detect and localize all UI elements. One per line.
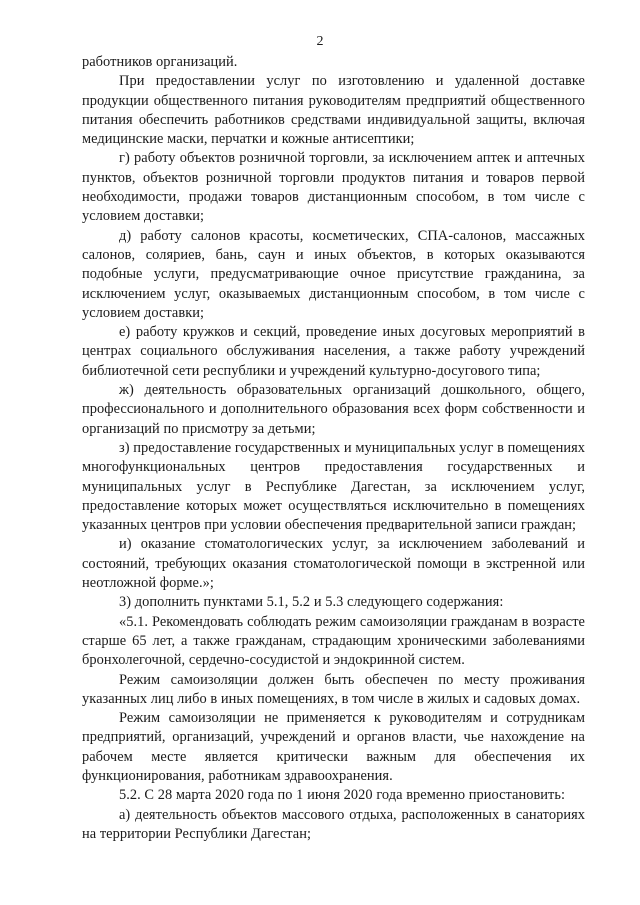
paragraph-self-isolation-exceptions: Режим самоизоляции не применяется к руководителям и сотрудникам предприятий, организаций, учреждений и органов власти, чье нахождение на рабочем месте является критически важным для обеспечения их функционирования, работникам здравоохранения. xyxy=(82,710,585,784)
paragraph-item-e: е) работу кружков и секций, проведение иных досуговых мероприятий в центрах социального обслуживания населения, а также работу учреждений библиотечной сети республики и учреждений культурно-досугового типа; xyxy=(82,324,585,379)
page-number: 2 xyxy=(316,34,324,49)
paragraph-item-a: а) деятельность объектов массового отдыха, расположенных в санаториях на территории Республики Дагестан; xyxy=(82,806,585,842)
paragraph-item-z: з) предоставление государственных и муниципальных услуг в помещениях многофункциональных центров предоставления государственных и муниципальных услуг в Республике Дагестан, за исключением услуг, предоставление которых может осуществляться исключительно в помещениях указанных центров при условии обеспечения предварительной записи граждан; xyxy=(82,439,585,534)
paragraph-clause-5-1: «5.1. Рекомендовать соблюдать режим самоизоляции гражданам в возрасте старше 65 лет, а также гражданам, страдающим хроническими заболеваниями бронхолегочной, сердечно-сосудистой и эндокринной систем. xyxy=(82,613,585,669)
document-body xyxy=(82,53,585,844)
paragraph-item-i: и) оказание стоматологических услуг, за исключением заболеваний и состояний, требующих оказания стоматологической помощи в экстренной или неотложной форме.»; xyxy=(82,536,585,592)
paragraph-item-3: 3) дополнить пунктами 5.1, 5.2 и 5.3 следующего содержания: xyxy=(119,594,504,611)
paragraph-self-isolation-place: Режим самоизоляции должен быть обеспечен по месту проживания указанных лиц либо в иных помещениях, в том числе в жилых и садовых домах. xyxy=(82,671,585,707)
paragraph-continuation: работников организаций. xyxy=(82,54,238,70)
paragraph-clause-5-2: 5.2. С 28 марта 2020 года по 1 июня 2020 года временно приостановить: xyxy=(119,787,566,804)
paragraph-item-g: г) работу объектов розничной торговли, за исключением аптек и аптечных пунктов, объектов розничной торговли продуктов питания и товаров первой необходимости, продажи товаров дистанционным способом, в том числе с условием доставки; xyxy=(82,150,585,225)
paragraph-ppe-requirement: При предоставлении услуг по изготовлению и удаленной доставке продукции общественного питания руководителям предприятий общественного питания обеспечить работников средствами индивидуальной защиты, включая медицинские маски, перчатки и кожные антисептики; xyxy=(82,73,585,148)
paragraph-item-zh: ж) деятельность образовательных организаций дошкольного, общего, профессионального и дополнительного образования всех форм собственности и организаций по присмотру за детьми; xyxy=(82,382,585,437)
paragraph-item-d: д) работу салонов красоты, косметических, СПА-салонов, массажных салонов, соляриев, бань, саун и иных объектов, в которых оказываются подобные услуги, предусматривающие очное присутствие гражданина, за исключением услуг, оказываемых дистанционным способом, в том числе с условием доставки; xyxy=(82,227,585,321)
